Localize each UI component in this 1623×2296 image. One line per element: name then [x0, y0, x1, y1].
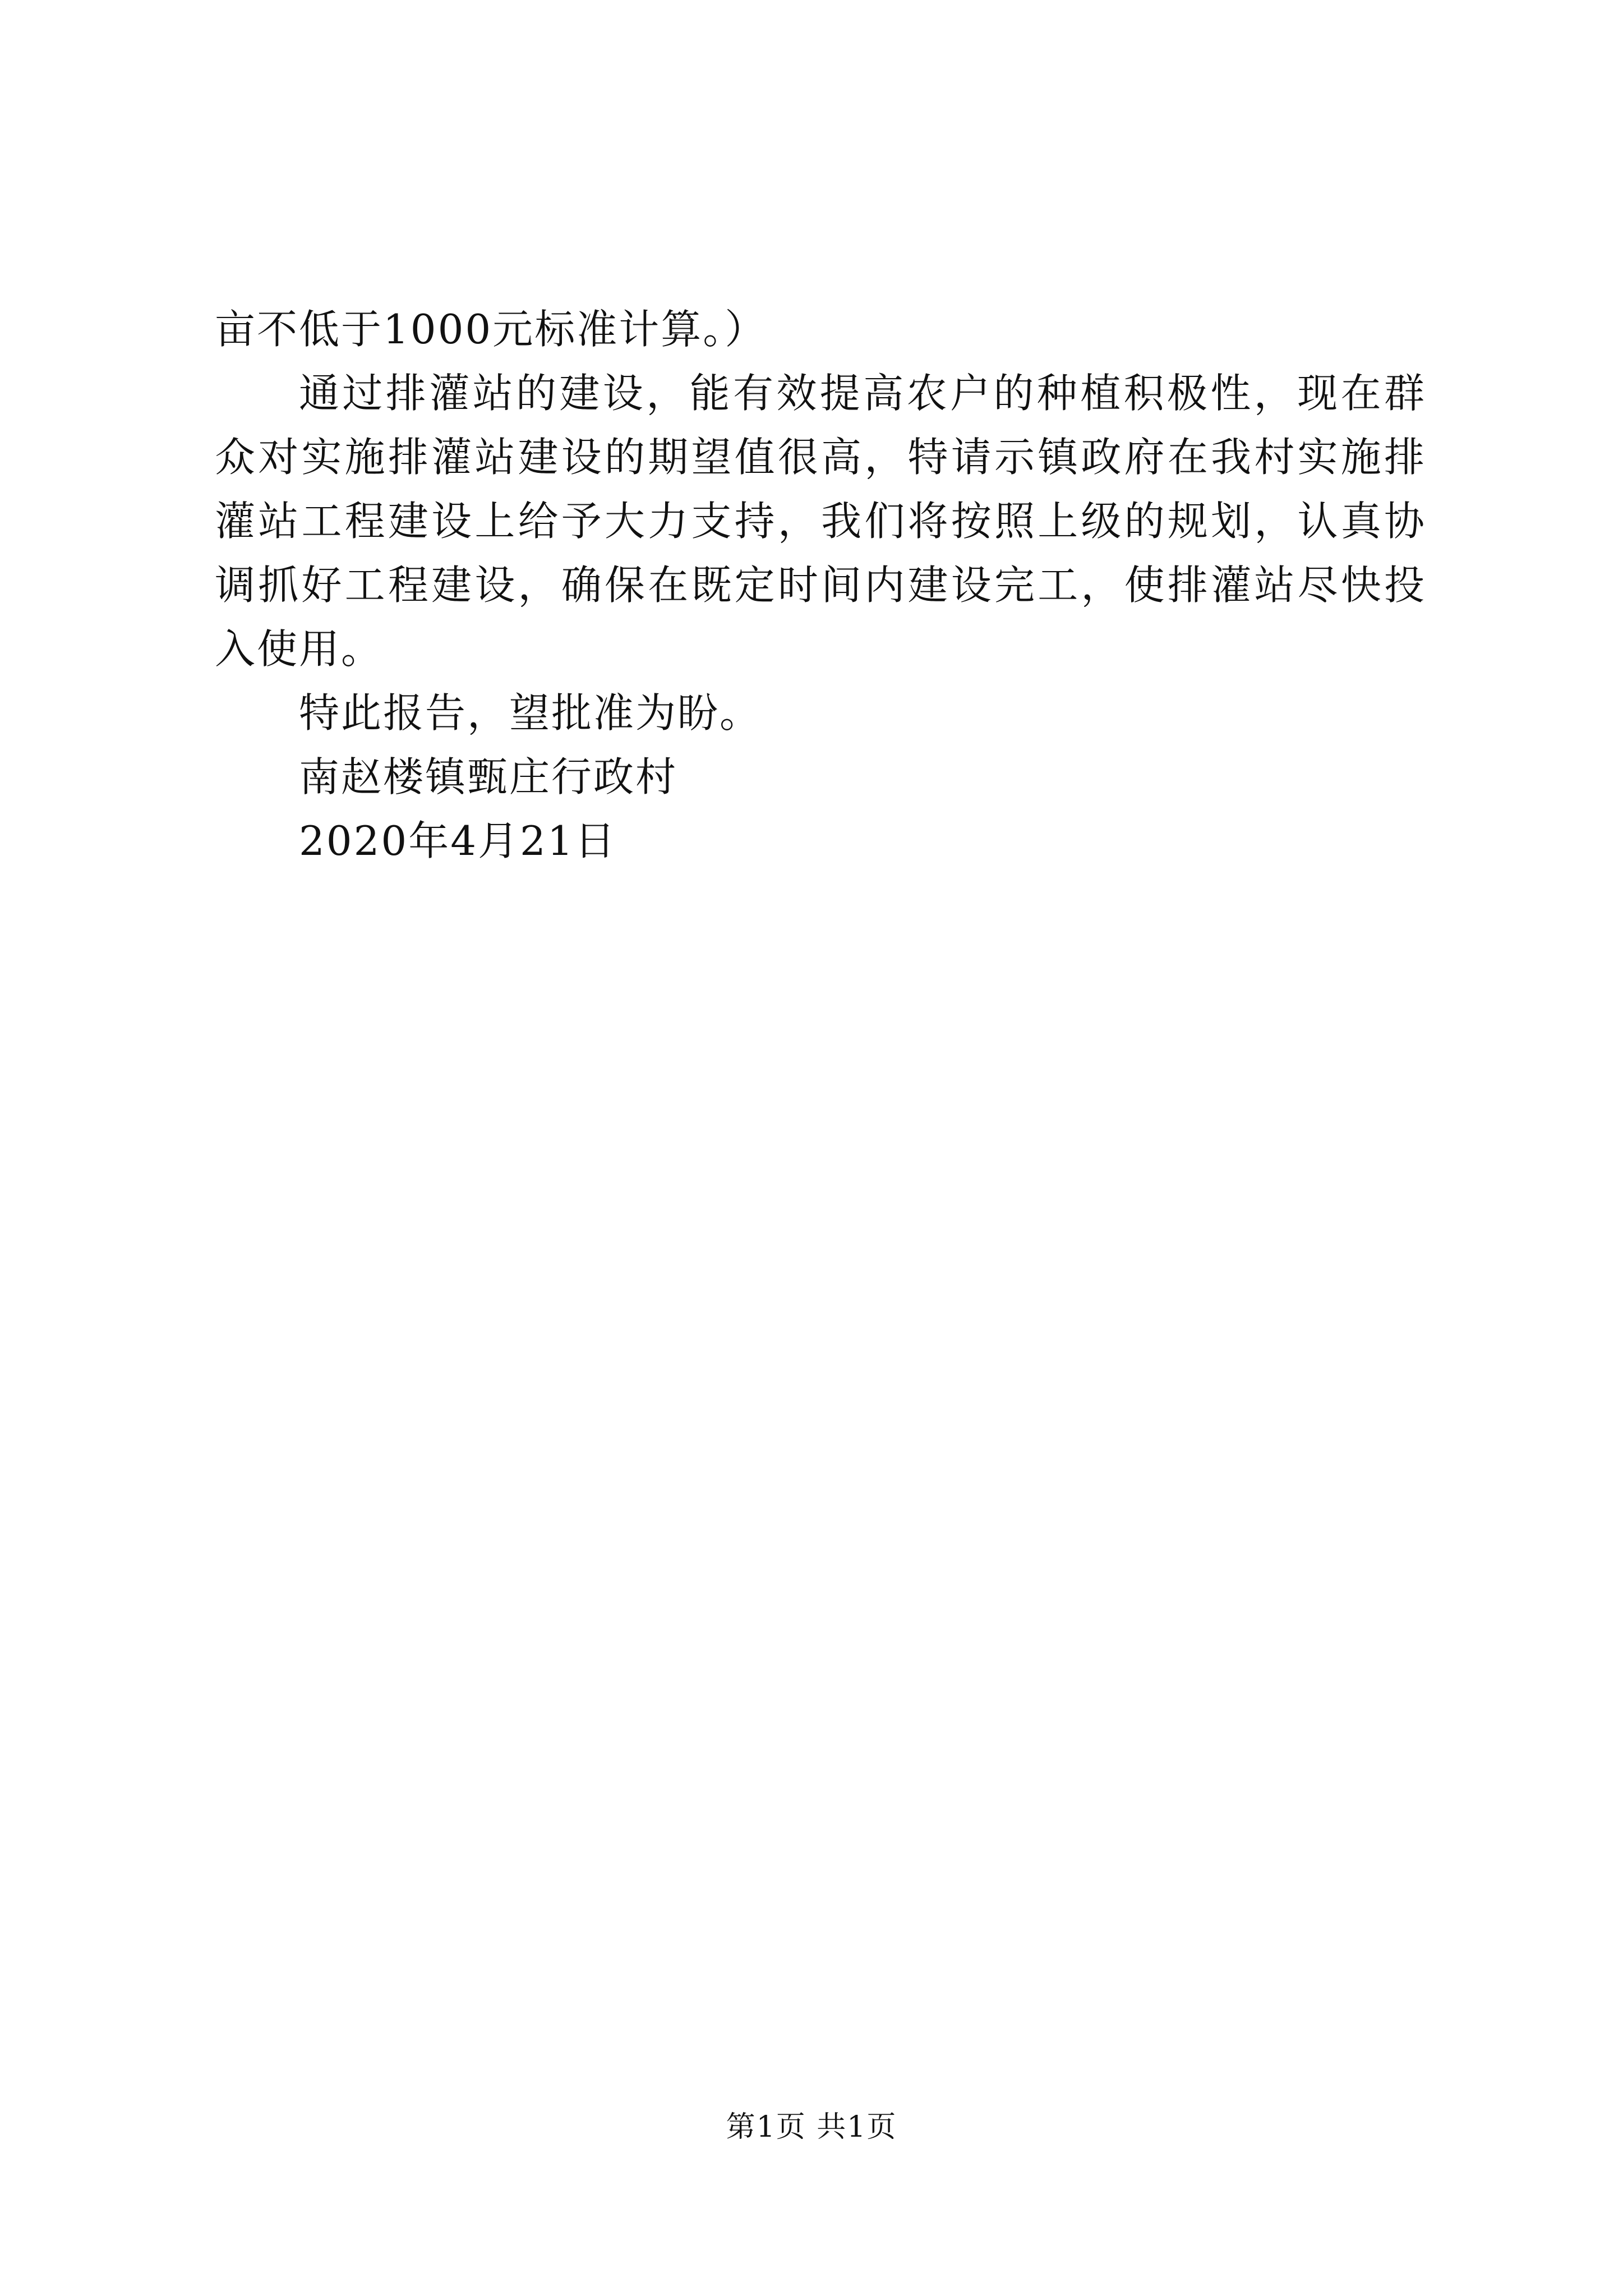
signature-organization: 南赵楼镇甄庄行政村: [299, 753, 678, 800]
paragraph-continuation: 亩不低于1000元标准计算。）: [215, 306, 767, 353]
signature-date: 2020年4月21日: [299, 817, 617, 864]
paragraph-closing: 特此报告，望批准为盼。: [299, 689, 762, 737]
document-body: [215, 297, 1426, 873]
paragraph-main: 通过排灌站的建设，能有效提高农户的种植积极性，现在群众对实施排灌站建设的期望值很高，特请示镇政府在我村实施排灌站工程建设上给予大力支持，我们将按照上级的规划，认真协调抓好工程建设，确保在既定时间内建设完工，使排灌站尽快投入使用。: [215, 370, 1426, 673]
page-footer: 第1页 共1页: [726, 2110, 897, 2144]
